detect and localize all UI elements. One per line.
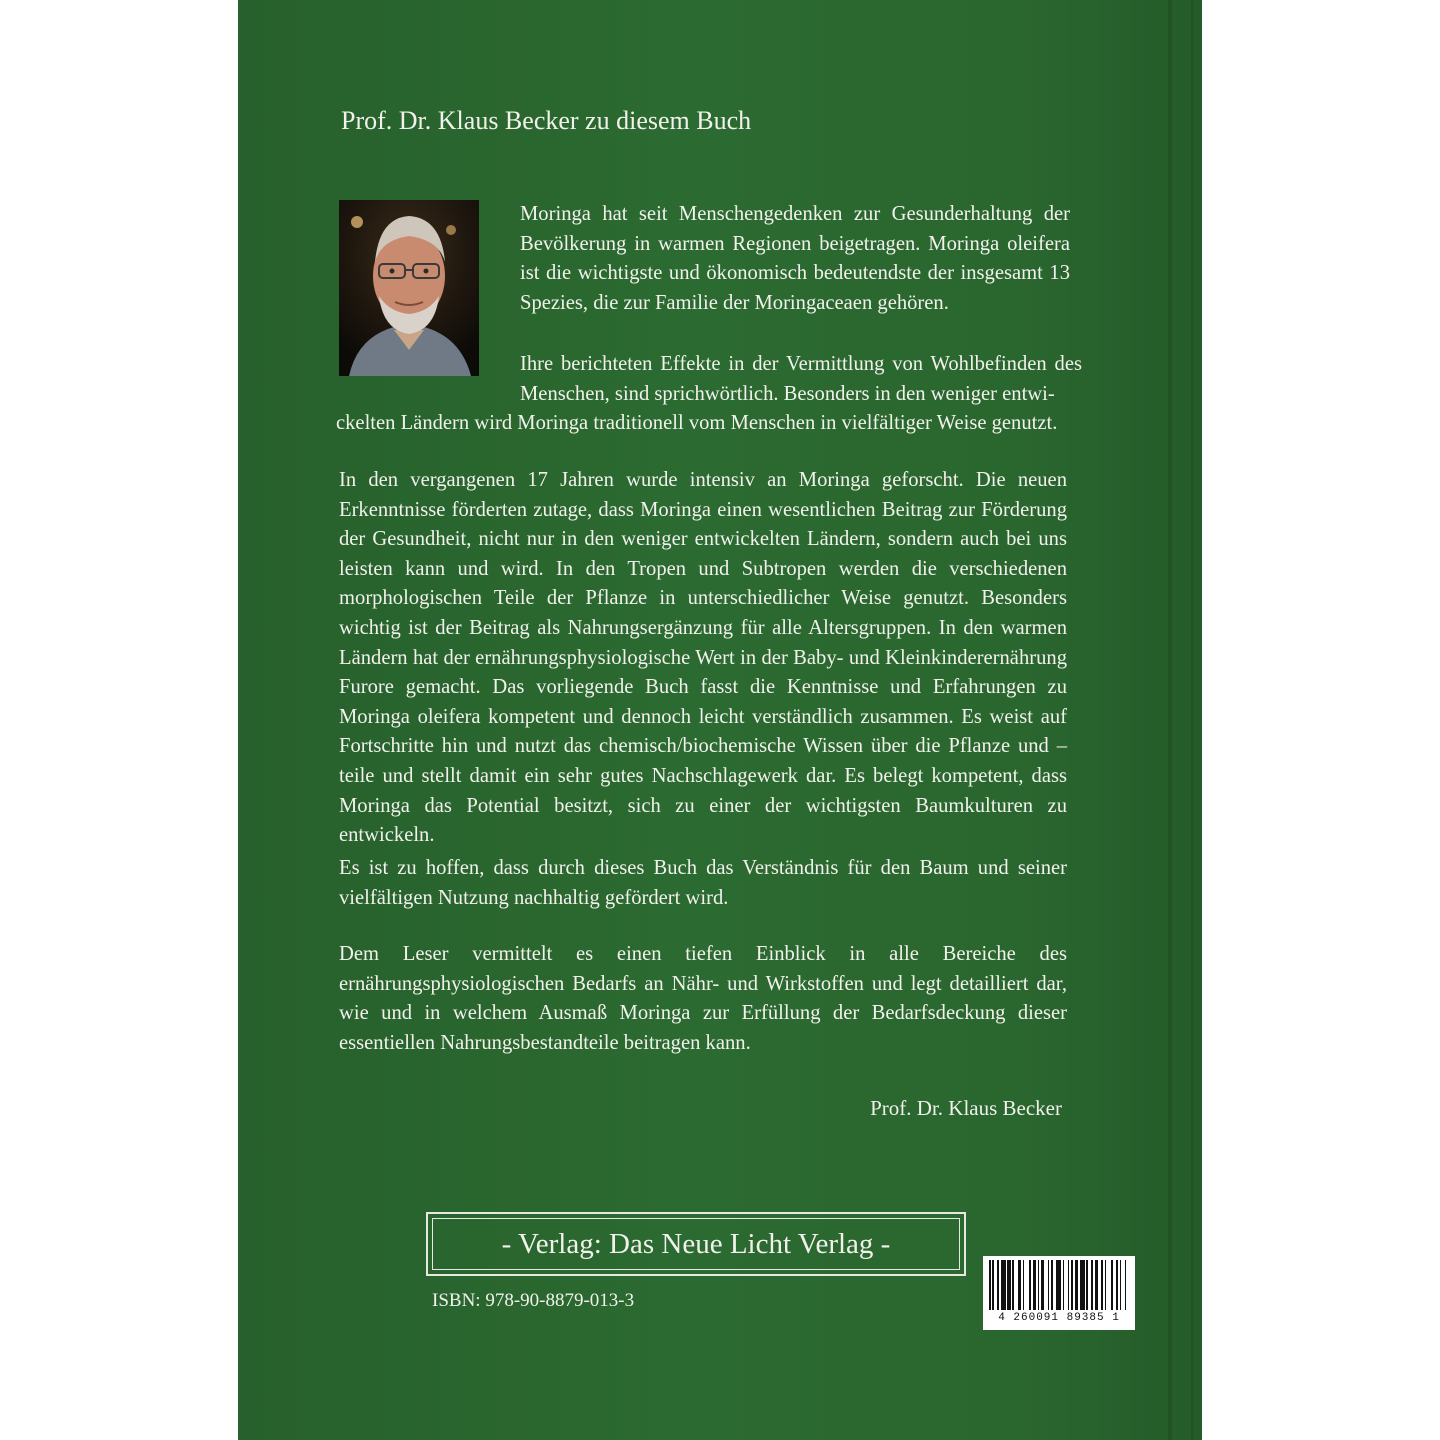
barcode (983, 1256, 1135, 1330)
paragraph-hope: Es ist zu hoffen, dass durch dieses Buch das Verständnis für den Baum und seiner vielfältigen Nutzung nachhaltig gefördert wird. (339, 857, 1067, 909)
cover-edge (1191, 0, 1194, 1440)
book-back-cover (238, 0, 1202, 1440)
paragraph-effects-rest: ckelten Ländern wird Moringa traditionell vom Menschen in vielfältiger Weise genutzt. (336, 412, 1058, 435)
author-photo (339, 200, 479, 376)
barcode-bar (1126, 1260, 1128, 1310)
paragraph-reader: Dem Leser vermittelt es einen tiefen Einblick in alle Bereiche des ernährungsphysiologischen Bedarfs an Nähr- und Wirkstoffen und legt detailliert dar, wie und in welchem Ausmaß Moringa zur Erfüllung der Bedarfsdeckung dieser essentiellen Nahrungsbestandteile beitragen kann. (339, 943, 1067, 1054)
publisher-box (426, 1212, 966, 1276)
paragraph-research: In den vergangenen 17 Jahren wurde intensiv an Moringa geforscht. Die neuen Erkenntnisse förderten zutage, dass Moringa einen wesentlichen Beitrag zur Förderung der Gesundheit, nicht nur in den weniger entwickelten Ländern, sondern auch bei uns leisten kann und wird. In den Tropen und Subtropen werden die verschiedenen morphologischen Teile der Pflanze in unterschiedlicher Weise genutzt. Besonders wichtig ist der Beitrag als Nahrungsergänzung für alle Altersgruppen. In den warmen Ländern hat der ernährungsphysiologische Wert in der Baby- und Kleinkinderernährung Furore gemacht. Das vorliegende Buch fasst die Kenntnisse und Erfahrungen zu Moringa oleifera kompetent und dennoch leicht verständlich zusammen. Es weist auf Fortschritte hin und nutzt das chemisch/biochemische Wissen über die Pflanze und –teile und stellt damit ein sehr gutes Nachschlagewerk dar. Es belegt kompetent, dass Moringa das Potential besitzt, sich zu einer der wichtigsten Baumkulturen zu entwickeln. (339, 469, 1067, 847)
publisher-label: - Verlag: Das Neue Licht Verlag - (501, 1228, 891, 1260)
barcode-number: 4 260091 89385 1 (998, 1312, 1120, 1324)
paragraph-effects (336, 350, 1082, 439)
paragraph-effects-first: Ihre berichteten Effekte in der Vermittlung von Wohlbefinden des Menschen, sind sprichwörtlich. Besonders in den weniger entwi- (520, 353, 1082, 405)
author-signature: Prof. Dr. Klaus Becker (870, 1096, 1062, 1120)
barcode-bars (989, 1260, 1129, 1310)
paragraph-intro: Moringa hat seit Menschengedenken zur Gesunderhaltung der Bevölkerung in warmen Regionen beigetragen. Moringa oleifera ist die wichtigste und ökonomisch bedeutendste der insgesamt 13 Spezies, die zur Familie der Moringaceaen gehören. (520, 203, 1070, 314)
isbn-label: ISBN: 978-90-8879-013-3 (432, 1290, 635, 1311)
cover-heading: Prof. Dr. Klaus Becker zu diesem Buch (341, 106, 752, 135)
author-portrait-image (339, 200, 479, 376)
cover-edge (1168, 0, 1172, 1440)
